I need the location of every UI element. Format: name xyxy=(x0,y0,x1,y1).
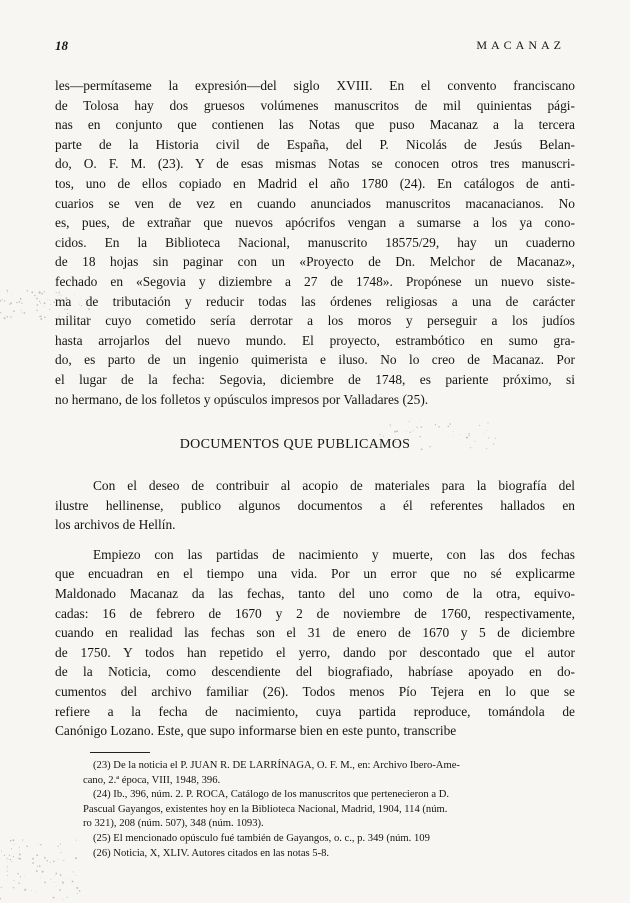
text-line: es, pues, de extrañar que nuevos apócrifos vengan a sumarse a los ya cono- xyxy=(55,215,575,231)
text-line: cadas: 16 de febrero de 1670 y 2 de noviembre de 1760, respectivamente, xyxy=(55,605,575,621)
footnote-line: (23) De la noticia el P. JUAN R. DE LARRÍNAGA, O. F. M., en: Archivo Ibero-Ame- xyxy=(93,760,460,771)
text-line: ilustre hellinense, publico algunos documentos a él referentes hallados en xyxy=(55,497,575,513)
text-line: do, es parto de un ingenio quimerista e iluso. No lo creo de Macanaz. Por xyxy=(55,352,575,368)
text-line: de la Noticia, como descendiente del biografiado, habríase apoyado en do- xyxy=(55,664,575,680)
text-line: militar cuyo cometido sería derrotar a los moros y perseguir a los judíos xyxy=(55,313,575,329)
text-line: cumentos del archivo familiar (26). Todos menos Pío Tejera en lo que se xyxy=(55,684,575,700)
page-number: 18 xyxy=(55,38,68,53)
text-line: Maldonado Macanaz da las fechas, tanto del uno como de la otra, equivo- xyxy=(55,586,575,602)
text-line: de 1750. Y todos han repetido el yerro, dando por descontado que el autor xyxy=(55,644,575,660)
paragraph-1 xyxy=(55,76,575,409)
text-line: hasta arrojarlos del nuevo mundo. El proyecto, estrambótico en sumo gra- xyxy=(55,332,575,348)
text-line: el lugar de la fecha: Segovia, diciembre de 1748, es pariente próximo, si xyxy=(55,371,575,387)
body-text xyxy=(55,76,575,741)
text-line: do, O. F. M. (23). Y de esas mismas Notas se conocen otros tres manuscri- xyxy=(55,156,575,172)
text-line: de Tolosa hay dos gruesos volúmenes manuscritos de mil quinientas pági- xyxy=(55,97,575,113)
paragraph-3 xyxy=(55,545,575,741)
footnote-line: ro 321), 208 (núm. 507), 348 (núm. 1093). xyxy=(83,818,264,830)
text-line: tos, uno de ellos copiado en Madrid el año 1780 (24). En catálogos de anti- xyxy=(55,175,575,191)
text-line: los archivos de Hellín. xyxy=(55,517,176,533)
footnotes xyxy=(55,752,575,861)
text-line: nas en conjunto que contienen las Notas que puso Macanaz a la tercera xyxy=(55,117,575,133)
section-title: DOCUMENTOS QUE PUBLICAMOS xyxy=(179,437,411,453)
text-line: Con el deseo de contribuir al acopio de materiales para la biografía del xyxy=(93,478,575,494)
text-line: que encuadran en el tiempo una vida. Por un error que no sé explicarme xyxy=(55,566,575,582)
footnote-line: (24) Ib., 396, núm. 2. P. ROCA, Catálogo de los manuscritos que pertenecieron a D. xyxy=(93,789,450,801)
footnote-rule xyxy=(90,752,150,753)
text-line: Canónigo Lozano. Este, que supo informarse bien en este punto, transcribe xyxy=(55,723,457,739)
text-line: les—permítaseme la expresión—del siglo XVIII. En el convento franciscano xyxy=(55,78,575,93)
text-line: cidos. En la Biblioteca Nacional, manuscrito 18575/29, hay un cuaderno xyxy=(55,234,575,250)
footnote-line: Pascual Gayangos, existentes hoy en la Biblioteca Nacional, Madrid, 1904, 114 (núm. xyxy=(83,803,448,815)
text-line: cuando en realidad las fechas son el 31 de enero de 1670 y 5 de diciembre xyxy=(55,625,575,641)
text-line: Empiezo con las partidas de nacimiento y muerte, con las dos fechas xyxy=(93,546,575,562)
running-head: MACANAZ xyxy=(476,38,565,52)
text-line: de 18 hojas sin paginar con un «Proyecto de Dn. Melchor de Macanaz», xyxy=(55,254,575,270)
text-line: ma de tributación y reducir todas las órdenes religiosas a una de carácter xyxy=(55,293,575,309)
text-line: fechado en «Segovia y diziembre a 27 de 1748». Propónese un nuevo siste- xyxy=(55,273,575,289)
paragraph-2 xyxy=(55,476,575,535)
text-line: parte de la Historia civil de España, del P. Nicolás de Jesús Belan- xyxy=(55,136,575,152)
footnote-line: (25) El mencionado opúsculo fué también de Gayangos, o. c., p. 349 (núm. 109 xyxy=(93,832,430,844)
page-header xyxy=(55,38,565,56)
text-line: cuarios se ven de vez en cuando anunciados manuscritos macanacianos. No xyxy=(55,195,575,211)
text-line: refiere a la fecha de nacimiento, cuya partida reproduce, tomándola de xyxy=(55,703,575,719)
footnote-line: cano, 2.ª época, VIII, 1948, 396. xyxy=(83,774,221,786)
footnote-line: (26) Noticia, X, XLIV. Autores citados en las notas 5-8. xyxy=(93,847,330,859)
text-line: no hermano, de los folletos y opúsculos impresos por Valladares (25). xyxy=(55,391,429,407)
